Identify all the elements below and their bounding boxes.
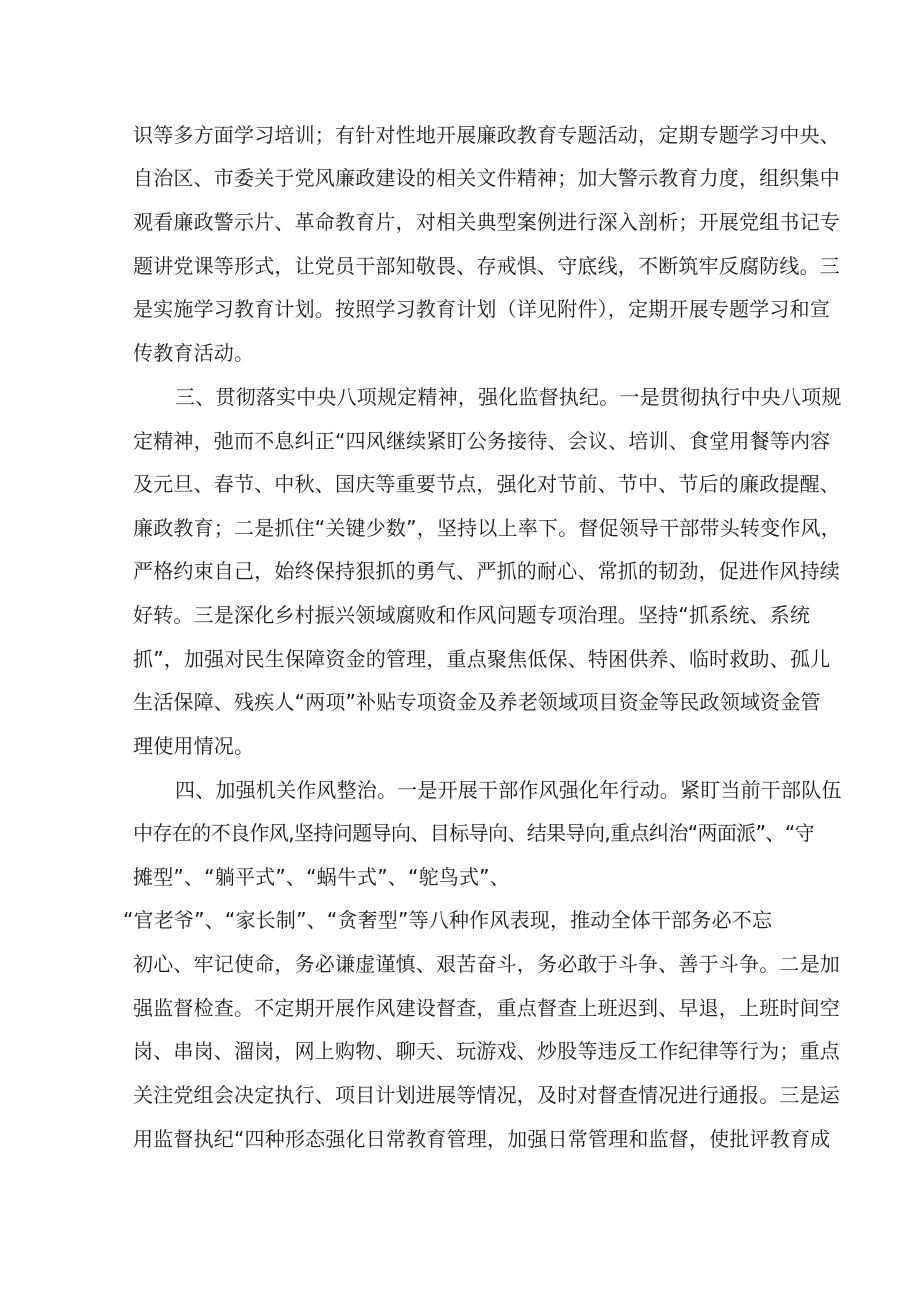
text-line: 岗、串岗、溜岗，网上购物、聊天、玩游戏、炒股等违反工作纪律等行为；重点: [133, 1039, 840, 1063]
text-line: “官老爷”、“家长制”、“贪奢型”等八种作风表现，推动全体干部务必不忘: [123, 908, 773, 932]
paragraph-heading-line: 三、贯彻落实中央八项规定精神，强化监督执纪。一是贯彻执行中央八项规: [175, 385, 842, 409]
text-line: 关注党组会决定执行、项目计划进展等情况，及时对督查情况进行通报。三是运: [133, 1083, 840, 1107]
text-line: 抓”，加强对民生保障资金的管理，重点聚焦低保、特困供养、临时救助、孤儿: [133, 647, 831, 671]
text-line: 用监督执纪“四种形态强化日常教育管理，加强日常管理和监督，使批评教育成: [133, 1127, 831, 1151]
text-line: 生活保障、残疾人“两项”补贴专项资金及养老领域项目资金等民政领域资金管: [133, 690, 821, 714]
text-line: 中存在的不良作风,坚持问题导向、目标导向、结果导向,重点纠治“两面派”、“守: [133, 821, 814, 845]
text-line: 观看廉政警示片、革命教育片，对相关典型案例进行深入剖析；开展党组书记专: [133, 210, 840, 234]
document-page: [123, 0, 842, 1301]
text-line: 初心、牢记使命，务必谦虚谨慎、艰苦奋斗，务必敢于斗争、善于斗争。二是加: [133, 952, 840, 976]
text-line: 摊型”、“躺平式”、“蜗牛式”、“鸵鸟式”、: [133, 865, 510, 889]
text-line: 强监督检查。不定期开展作风建设督查，重点督查上班迟到、早退，上班时间空: [133, 996, 840, 1020]
text-line: 自治区、市委关于党风廉政建设的相关文件精神；加大警示教育力度，组织集中: [133, 166, 840, 190]
text-line: 理使用情况。: [133, 734, 255, 758]
text-line: 严格约束自己，始终保持狠抓的勇气、严抓的耐心、常抓的韧劲，促进作风持续: [133, 559, 840, 583]
text-line: 题讲党课等形式，让党员干部知敬畏、存戒惧、守底线，不断筑牢反腐防线。三: [133, 254, 840, 278]
text-line: 识等多方面学习培训；有针对性地开展廉政教育专题活动，定期专题学习中央、: [133, 123, 840, 147]
paragraph-heading-line: 四、加强机关作风整治。一是开展干部作风强化年行动。紧盯当前干部队伍: [175, 778, 842, 802]
text-line: 廉政教育；二是抓住“关键少数”，坚持以上率下。督促领导干部带头转变作风，: [133, 516, 841, 540]
text-line: 及元旦、春节、中秋、国庆等重要节点，强化对节前、节中、节后的廉政提醒、: [133, 472, 840, 496]
text-line: 定精神，弛而不息纠正“四风继续紧盯公务接待、会议、培训、食堂用餐等内容: [133, 429, 831, 453]
text-line: 传教育活动。: [133, 341, 255, 365]
text-line: 是实施学习教育计划。按照学习教育计划（详见附件），定期开展专题学习和宣: [133, 297, 830, 321]
text-line: 好转。三是深化乡村振兴领域腐败和作风问题专项治理。坚持“抓系统、系统: [133, 603, 811, 627]
